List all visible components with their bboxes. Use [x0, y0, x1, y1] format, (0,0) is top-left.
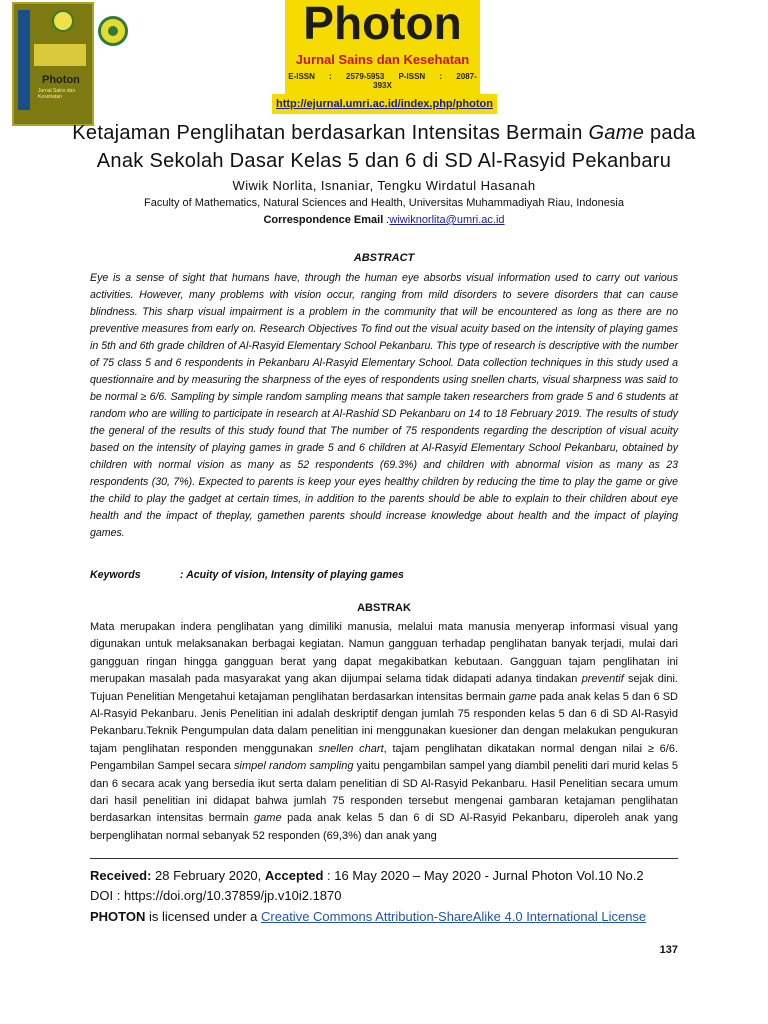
abstract-body: Eye is a sense of sight that humans have, through the human eye absorbs visual information used to carry out various activities. However, many problems with vision occur, ranging from mild disorders to severe disorders that can cause blindness. This sharp visual impairment is a problem in the community that will be encountered as long as there are no preventive measures from early on. Research Objectives To find out the visual acuity based on the intensity of playing games in 5th and 6th grade children of Al-Rasyid Elementary School Pekanbaru. This type of research is descriptive with the number of 75 class 5 and 6 respondents in Pekanbaru Al-Rasyid Elementary School. Data collection techniques in this study used a questionnaire and by measuring the sharpness of the eyes of respondents using snellen charts, visual sharpness was said to be normal ≥ 6/6. Sampling by simple random sampling means that sample taken researchers from grade 5 and 6 students at random who are willing to participate in research at Al-Rashid SD Pekanbaru on 14 to 18 February 2019. The results of study the general of the results of this study found that The number of 75 respondents regarding the description of visual acuity based on the intensity of playing games in grade 5 and 6 children at Al-Rasyid Elementary School Pekanbaru, obtained by children with normal vision as many as 52 respondents (69.3%) and children with abnormal vision as many as 23 respondents (30, 7%). Expected to parents is keep your eyes healthy children by reducing the time to play the game or give the child to play the gadget at certain times, in addition to the parents should be able to explain to their children about eye health and the impact of theplay, gamethen parents should increase knowledge about health and the impact of playing games. — [90, 272, 678, 539]
keywords-label: Keywords — [90, 569, 141, 581]
journal-url-link[interactable]: http://ejurnal.umri.ac.id/index.php/photon — [272, 94, 497, 114]
abstrak-text: yaitu pengambilan sampel yang diambil peneliti dari murid kelas 5 dan 6 secara acak yang bersedia ikut serta dalam penelitian di SD Al-Rasyid Pekanbaru. Hasil Penelitian secara umum dari hasil penelitian ini didapat bahwa jumlah 75 responden tersebut mengenai gambaran ketajaman penglihatan berdasarkan intensitas bermain — [90, 760, 679, 825]
title-italic: Game — [588, 122, 645, 144]
abstract-heading: ABSTRACT — [353, 252, 415, 264]
footer-divider — [90, 858, 678, 859]
eissn: E-ISSN : 2579-5953 — [288, 72, 385, 81]
abstrak-text: , tajam penglihatan dikatakan normal dengan nilai ≥ 6/6. Pengambilan Sampel secara — [90, 742, 678, 773]
correspondence-sep: : — [383, 214, 390, 226]
keywords-value: : Acuity of vision, Intensity of playing games — [180, 569, 404, 581]
abstrak-italic: simpel random sampling — [234, 760, 354, 773]
journal-subtitle: Jurnal Sains dan Kesehatan — [295, 52, 470, 67]
license-line — [90, 909, 646, 924]
doi: DOI : https://doi.org/10.37859/jp.v10i2.1870 — [90, 888, 342, 903]
correspondence-label: Correspondence Email — [263, 214, 384, 226]
authors: Wiwik Norlita, Isnaniar, Tengku Wirdatul Hasanah — [232, 178, 536, 193]
affiliation: Faculty of Mathematics, Natural Sciences and Health, Universitas Muhammadiyah Riau, Indonesia — [144, 197, 624, 209]
abstrak-italic: game — [508, 690, 537, 703]
journal-name: Photon — [303, 0, 462, 49]
university-emblem-icon — [98, 16, 128, 46]
cover-spine — [18, 10, 30, 110]
abstrak-text: pada anak kelas 5 dan 6 di SD Al-Rasyid Pekanbaru, diperoleh anak yang berpenglihatan normal sebanyak 52 responden (69,3%) dan anak yang — [90, 812, 678, 842]
received-line — [90, 868, 644, 883]
cover-subtitle: Jurnal Sains dan Kesehatan — [38, 88, 76, 100]
journal-banner — [285, 0, 480, 98]
keywords — [90, 569, 404, 581]
accepted-rest: : 16 May 2020 – May 2020 - Jurnal Photon Vol.10 No.2 — [323, 868, 644, 883]
abstrak-text: Mata merupakan indera penglihatan yang dimiliki manusia, melalui mata manusia menyerap informasi visual yang digunakan untuk melaksanakan berbagai kegiatan. Namun gangguan terhadap penglihatan banyak terjadi, mulai dari gangguan ringan hingga gangguan berat yang dapat megakibatkan kebutaan. Gangguan tajam penglihatan ini merupakan masalah pada masyarakat yang akan dijumpai selama tidak didapati adanya tindakan — [90, 621, 678, 686]
correspondence — [0, 214, 768, 226]
title-part: pada — [644, 122, 696, 144]
article-title-line-2: Anak Sekolah Dasar Kelas 5 dan 6 di SD Al-Rasyid Pekanbaru — [96, 150, 672, 172]
abstrak-italic: preventif — [581, 673, 624, 686]
abstrak-italic: snellen chart — [318, 742, 384, 755]
journal-cover-thumbnail — [12, 2, 94, 126]
pissn: P-ISSN : 2087-393X — [373, 72, 477, 90]
license-text: is licensed under a — [145, 909, 262, 924]
cover-banner — [34, 44, 86, 66]
abstrak-text: pada anak kelas 5 dan 6 SD Al-Rasyid Pekanbaru. Jenis Penelitian ini adalah deskriptif dengan jumlah 75 responden kelas 5 dan 6 di SD Al-Rasyid Pekanbaru.Teknik Pengumpulan data dalam penelitian ini menggunakan kuesioner dan dengan melakukan pengukuran tajam penglihatan responden menggunakan — [90, 690, 678, 755]
abstrak-heading: ABSTRAK — [357, 602, 411, 614]
cover-logo-icon — [52, 10, 74, 32]
abstrak-body — [90, 619, 678, 845]
abstrak-text: sejak dini. Tujuan Penelitian Mengetahui ketajaman penglihatan berdasarkan intensitas bermain — [90, 673, 678, 703]
license-link[interactable]: Creative Commons Attribution-ShareAlike 4.0 International License — [261, 909, 647, 924]
page-number: 137 — [659, 944, 678, 956]
journal-issn — [285, 72, 480, 90]
correspondence-email-link[interactable]: wiwiknorlita@umri.ac.id — [389, 214, 505, 226]
license-journal-name: PHOTON — [90, 909, 146, 924]
article-title-line-1 — [30, 122, 738, 145]
received-date: 28 February 2020, — [151, 868, 265, 883]
title-part: Ketajaman Penglihatan berdasarkan Intensitas Bermain — [72, 122, 589, 144]
cover-title: Photon — [42, 74, 80, 86]
received-label: Received: — [90, 868, 152, 883]
abstrak-italic: game — [254, 812, 282, 825]
accepted-label: Accepted — [264, 868, 324, 883]
